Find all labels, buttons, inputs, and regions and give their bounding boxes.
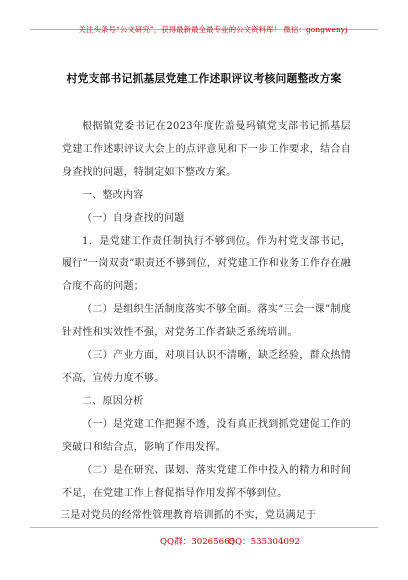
footer-qq-contact: QQ：535304092 bbox=[228, 537, 300, 547]
document-title: 村党支部书记抓基层党建工作述职评议考核问题整改方案 bbox=[66, 72, 342, 85]
paragraph-item: （三）产业方面，对项目认识不清晰，缺乏经验，群众热情不高，宣传力度不够。 bbox=[62, 350, 351, 384]
paragraph-intro: 根据镇党委书记在2023年度佐盖曼玛镇党支部书记抓基层党建工作述职评议大会上的点评意见和下一步工作要求，结合自身查找的问题，特制定如下整改方案。 bbox=[62, 121, 351, 178]
paragraph-item: （二）是在研究、谋划、落实党建工作中投入的精力和时间不足，在党建工作上督促指导作用发挥不够到位。 bbox=[62, 464, 351, 499]
page-header bbox=[30, 0, 378, 34]
page-footer bbox=[30, 527, 378, 549]
paragraph-item: （二）是组织生活制度落实不够全面。落实“三会一课”制度针对性和实效性不强，对党务工作者缺乏系统培训。 bbox=[62, 304, 351, 339]
paragraph-item: 1．是党建工作责任制执行不够到位。作为村党支部书记，履行“一岗双责”职责还不够到位，对党建工作和业务工作存在融合度不高的问题； bbox=[62, 235, 351, 293]
section-heading-2: 二、原因分析 bbox=[82, 395, 144, 407]
footer-qq-group: QQ群：30265665 bbox=[160, 537, 236, 547]
subsection-heading: （一）自身查找的问题 bbox=[82, 212, 185, 224]
section-heading-1: 一、整改内容 bbox=[82, 189, 144, 201]
document-body bbox=[62, 116, 351, 528]
paragraph-item: （一）是党建工作把握不透，没有真正找到抓党建促工作的突破口和结合点，影响了作用发挥。 bbox=[62, 418, 351, 453]
header-promo-text: 关注头条号“公文研究”，获得最新最全最专业的公文资料库！ 微信：gongwenyj bbox=[78, 25, 348, 34]
paragraph-continued: 三是对党员的经常性管理教育培训抓的不实，党员满足于 bbox=[60, 510, 317, 522]
